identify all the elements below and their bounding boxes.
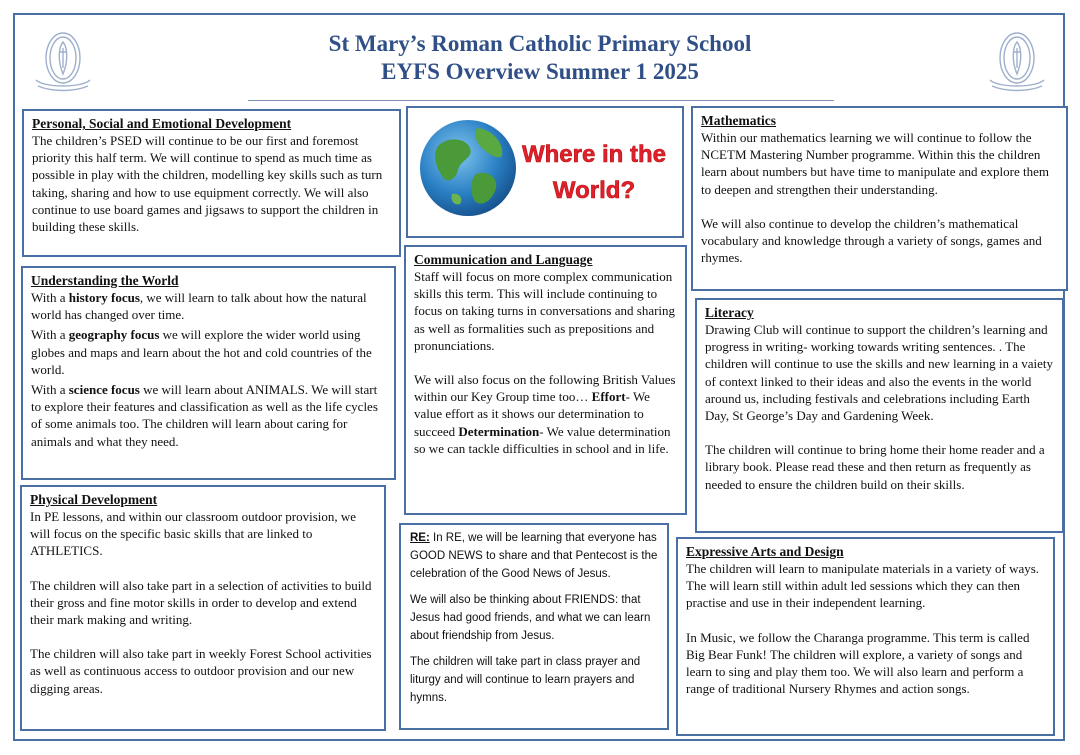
- ead-p1: The children will learn to manipulate materials in a variety of ways. The will learn still within adult led sessions which they can then practise and use in their independent learning.: [686, 561, 1040, 611]
- pd-p1: In PE lessons, and within our classroom outdoor provision, we will focus on the specific basic skills that are linked to ATHLETICS.: [30, 509, 357, 559]
- maths-section: [691, 106, 1068, 291]
- literacy-section: [695, 298, 1064, 533]
- maths-p1: Within our mathematics learning we will continue to follow the NCETM Mastering Number programme. Within this the children learn about numbers but have time to manipulate and explore them to deepen and strengthen their understanding.: [701, 130, 1050, 197]
- banner-panel: [406, 106, 684, 238]
- school-title: St Mary’s Roman Catholic Primary School: [328, 31, 752, 56]
- utw-history: With a history focus, we will learn to talk about how the natural world has changed over time.: [31, 290, 367, 323]
- banner-line2: World?: [552, 177, 636, 204]
- re-heading: RE:: [410, 532, 430, 544]
- ead-heading: Expressive Arts and Design: [686, 544, 844, 559]
- re-p2: We will also be thinking about FRIENDS: that Jesus had good friends, and what we can learn about friendship from Jesus.: [410, 594, 651, 642]
- pd-section: [20, 485, 386, 731]
- cl-section: [404, 245, 687, 515]
- literacy-p2: The children will continue to bring home their home reader and a library book. Please read these and then return as frequently as needed to ensure the children build on their skills.: [705, 442, 1045, 492]
- utw-geography: With a geography focus we will explore the wider world using globes and maps and learn about the hot and cold countries of the world.: [31, 327, 372, 377]
- cl-p2: We will also focus on the following British Values within our Key Group time too… Effort- We value effort as it shows our determination to succeed Determination- We value determination so we can tackle difficulties in school and in life.: [414, 372, 676, 456]
- pd-p2: The children will also take part in a selection of activities to build their gross and fine motor skills in order to develop and extend their mark making and writing.: [30, 577, 372, 628]
- utw-heading: Understanding the World: [31, 273, 179, 288]
- pd-p3: The children will also take part in weekly Forest School activities as well as continuous access to outdoor provision and our new digging areas.: [30, 646, 372, 696]
- overview-title: EYFS Overview Summer 1 2025: [381, 59, 699, 84]
- re-p1: RE: In RE, we will be learning that everyone has GOOD NEWS to share and that Pentecost is the celebration of the Good News of Jesus.: [410, 532, 658, 580]
- maths-p2: We will also continue to develop the children’s mathematical vocabulary and knowledge through a variety of songs, games and rhymes.: [701, 215, 1042, 266]
- title-divider: [248, 100, 834, 101]
- ead-p2: In Music, we follow the Charanga programme. This term is called Big Bear Funk! The children will explore, a variety of songs and learn to sing and play them too. We will also learn and perform a range of traditional Nursery Rhymes and action songs.: [686, 629, 1030, 697]
- globe-icon: [420, 120, 516, 216]
- banner-graphic: [408, 108, 682, 236]
- utw-science: With a science focus we will learn about ANIMALS. We will start to explore their features and classification as well as the life cycles of some animals too. The children will learn about caring for animals and what they need.: [31, 382, 378, 449]
- maths-heading: Mathematics: [701, 113, 776, 128]
- utw-section: [21, 266, 396, 480]
- re-p3: The children will take part in class prayer and liturgy and will continue to learn prayers and hymns.: [410, 656, 641, 704]
- ead-section: [676, 537, 1055, 736]
- literacy-p1: Drawing Club will continue to support the children’s learning and progress in writing- working towards writing sentences. . The children will continue to use the skills and new learning in a vaiety of context linked to their ideas and also the events in the world around us, including festivals and celebrations including Earth Day, St George’s Day and Gardening Week.: [705, 322, 1054, 424]
- psed-body: The children’s PSED will continue to be our first and foremost priority this half term. We will continue to spend as much time as possible in play with the children, modelling key skills such as turn taking, sharing and how to use equipment correctly. We will also continue to use board games and jigsaws to support the children in building these skills.: [32, 133, 383, 235]
- pd-heading: Physical Development: [30, 492, 158, 507]
- psed-heading: Personal, Social and Emotional Development: [32, 116, 292, 131]
- psed-section: [22, 109, 401, 257]
- cl-p1: Staff will focus on more complex communication skills this term. This will include continuing to focus on taking turns in conversations and sharing as well as formalities such as prepositions and pronunciations.: [414, 269, 676, 353]
- banner-line1: Where in the: [521, 141, 667, 168]
- literacy-heading: Literacy: [705, 305, 754, 320]
- re-section: [399, 523, 669, 730]
- cl-heading: Communication and Language: [414, 252, 593, 267]
